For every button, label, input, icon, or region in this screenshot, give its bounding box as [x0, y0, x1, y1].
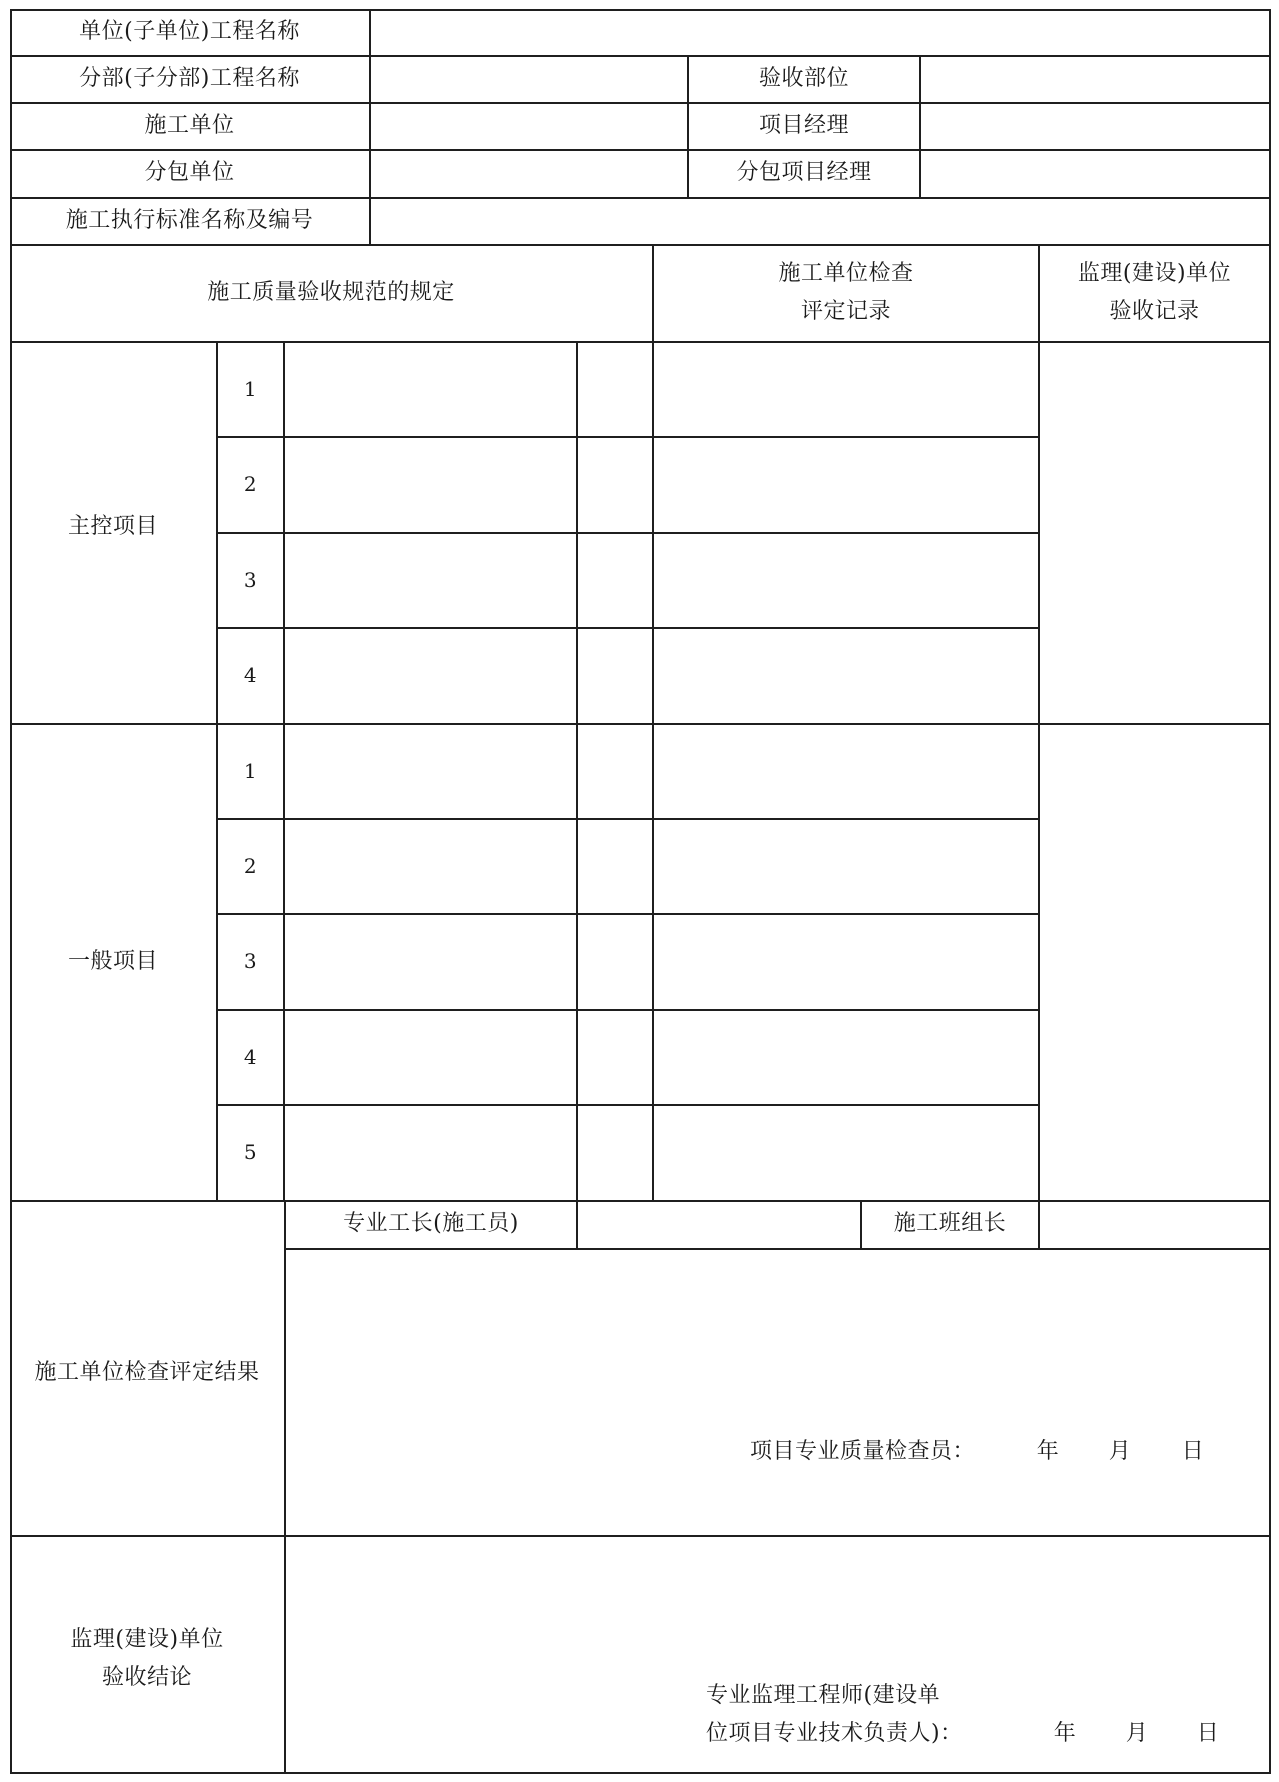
- main-item-number: 4: [243, 663, 258, 687]
- general-items-label: 一般项目: [67, 948, 158, 974]
- main-item-spec-cell[interactable]: [285, 534, 576, 627]
- general-item-number: 5: [243, 1140, 258, 1164]
- border-right: [1269, 9, 1271, 1774]
- foreman-field[interactable]: [578, 1202, 860, 1248]
- supervision-conclusion-line2: 验收结论: [101, 1664, 192, 1690]
- main-item-spec-cell[interactable]: [285, 629, 576, 723]
- general-item-record-cell[interactable]: [654, 725, 1038, 818]
- standard-name-field[interactable]: [371, 199, 1269, 244]
- supervision-conclusion-label: [10, 1535, 284, 1772]
- main-item-spec-cell[interactable]: [285, 343, 576, 436]
- result-day: 日: [1181, 1439, 1205, 1464]
- col-divider: [576, 341, 578, 1200]
- conclusion-month: 月: [1125, 1721, 1149, 1746]
- general-item-number: 2: [243, 853, 258, 878]
- supervision-header-line2: 验收记录: [1109, 298, 1200, 324]
- main-item-spec-cell[interactable]: [285, 438, 576, 532]
- general-item-spec-cell[interactable]: [285, 1011, 576, 1104]
- general-items-supervision-cell[interactable]: [1040, 725, 1269, 1200]
- general-item-record-cell[interactable]: [654, 820, 1038, 913]
- sub-project-name-label: 分部(子分部)工程名称: [79, 65, 300, 91]
- subcontractor-field[interactable]: [371, 151, 687, 197]
- main-items-label: 主控项目: [67, 514, 158, 539]
- main-items-supervision-cell[interactable]: [1040, 343, 1269, 723]
- general-item-spec-cell[interactable]: [285, 725, 576, 818]
- construction-result-label: 施工单位检查评定结果: [34, 1359, 260, 1385]
- standard-name-label: 施工执行标准名称及编号: [65, 207, 314, 233]
- team-leader-label: 施工班组长: [893, 1211, 1007, 1236]
- construction-check-header-line1: 施工单位检查: [778, 260, 914, 286]
- supervision-header-line1: 监理(建设)单位: [1077, 260, 1232, 286]
- general-item-number: 1: [243, 758, 258, 783]
- inspection-location-field[interactable]: [921, 57, 1269, 102]
- general-item-record-cell[interactable]: [654, 1011, 1038, 1104]
- supervising-engineer-line1: 专业监理工程师(建设单: [706, 1683, 941, 1708]
- main-item-number: 3: [243, 567, 258, 592]
- construction-result-field[interactable]: [286, 1250, 1269, 1535]
- project-manager-label: 项目经理: [758, 112, 849, 138]
- subcontractor-label: 分包单位: [144, 160, 235, 185]
- inspection-location-label: 验收部位: [758, 65, 849, 91]
- project-manager-field[interactable]: [921, 104, 1269, 149]
- main-item-record-cell[interactable]: [654, 438, 1038, 532]
- team-leader-field[interactable]: [1040, 1202, 1269, 1248]
- sub-project-name-field[interactable]: [371, 57, 687, 102]
- general-item-number: 3: [243, 949, 258, 973]
- general-item-spec-cell[interactable]: [285, 915, 576, 1009]
- border-bottom: [10, 1772, 1271, 1774]
- conclusion-year: 年: [1053, 1721, 1077, 1746]
- sub-project-manager-field[interactable]: [921, 151, 1269, 197]
- supervising-engineer-line2: 位项目专业技术负责人)：: [706, 1721, 963, 1746]
- main-item-record-cell[interactable]: [654, 534, 1038, 627]
- general-item-record-cell[interactable]: [654, 1106, 1038, 1200]
- result-year: 年: [1036, 1439, 1060, 1464]
- sub-project-manager-label: 分包项目经理: [736, 160, 872, 185]
- supervision-header: [1040, 244, 1269, 341]
- quality-inspector-label: 项目专业质量检查员：: [750, 1439, 976, 1464]
- general-item-spec-cell[interactable]: [285, 1106, 576, 1200]
- result-month: 月: [1108, 1439, 1132, 1464]
- main-item-number: 1: [243, 376, 258, 401]
- supervision-conclusion-line1: 监理(建设)单位: [70, 1626, 224, 1652]
- spec-header: 施工质量验收规范的规定: [207, 279, 455, 305]
- construction-unit-label: 施工单位: [144, 112, 235, 138]
- foreman-label: 专业工长(施工员): [343, 1211, 519, 1236]
- unit-project-name-label: 单位(子单位)工程名称: [79, 19, 300, 44]
- construction-check-header: [654, 244, 1038, 341]
- main-item-record-cell[interactable]: [654, 343, 1038, 436]
- main-item-number: 2: [243, 472, 258, 496]
- general-item-spec-cell[interactable]: [285, 820, 576, 913]
- unit-project-name-field[interactable]: [371, 11, 1269, 55]
- conclusion-day: 日: [1196, 1721, 1220, 1746]
- construction-check-header-line2: 评定记录: [800, 298, 891, 324]
- main-item-record-cell[interactable]: [654, 629, 1038, 723]
- general-item-record-cell[interactable]: [654, 915, 1038, 1009]
- construction-unit-field[interactable]: [371, 104, 687, 149]
- general-item-number: 4: [243, 1044, 258, 1069]
